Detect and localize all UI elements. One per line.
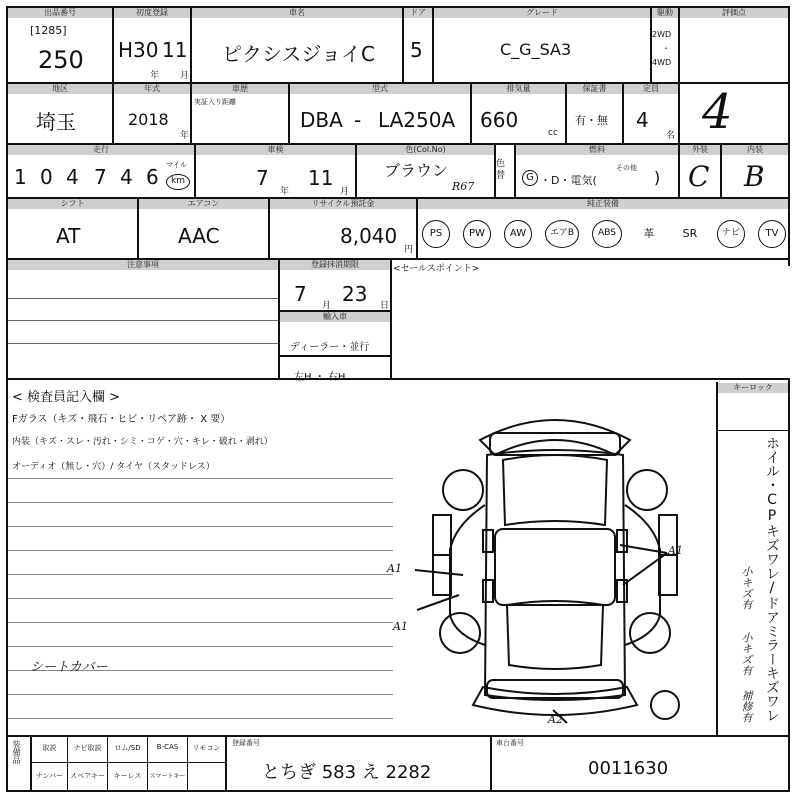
bottom-keyless: キーレス	[113, 772, 142, 780]
reg-deadline-month-unit: 月	[322, 301, 332, 311]
lot-number: 250	[38, 46, 84, 74]
drive-dot: ・	[662, 44, 670, 53]
bottom-rom-sd: ロム/SD	[114, 744, 141, 752]
equip-pw: PW	[463, 220, 491, 248]
bottom-navi-manual: ナビ取説	[73, 744, 102, 752]
model-year-unit: 年	[180, 131, 190, 141]
damage-mark-right: A1	[668, 544, 683, 557]
import-dealer: ディーラー・並行	[290, 342, 370, 353]
recycle-value: 8,040	[340, 224, 398, 248]
mileage-digit-1: 1	[14, 165, 27, 189]
displacement-unit: cc	[548, 128, 558, 138]
inspection-header: 車検	[196, 145, 355, 155]
bottom-remote: リモコン	[192, 744, 221, 752]
type-dash: -	[354, 108, 362, 132]
damage-mark-left-2: A1	[393, 620, 408, 633]
side-note-main: ホイル・CPキズワレ/ドアミラーキズワレ	[764, 436, 780, 722]
shift-header: シフト	[8, 199, 137, 209]
serial-header: 車台番号	[496, 739, 524, 747]
side-note-col4: 補修有	[740, 690, 753, 723]
car-name-header: 車名	[192, 8, 402, 18]
handwritten-note: シートカバー	[30, 660, 108, 675]
notes-header: 注意事項	[8, 260, 278, 270]
recycle-header: リサイクル預託金	[270, 199, 416, 209]
fuel-other: その他	[616, 164, 637, 172]
region-header: 地区	[8, 84, 112, 94]
score-header: 評価点	[680, 8, 788, 18]
displacement-header: 排気量	[472, 84, 565, 94]
equip-sr: SR	[682, 227, 698, 240]
color-change-label: 色替	[496, 159, 506, 181]
warranty-header: 保証書	[567, 84, 622, 94]
equip-aw: AW	[504, 220, 532, 248]
color-name: ブラウン	[384, 161, 449, 180]
equip-leather: 革	[643, 227, 655, 240]
mileage-digit-4: 7	[94, 165, 107, 189]
month-unit: 月	[180, 71, 190, 81]
lot-bracket: [1285]	[30, 24, 67, 37]
reg-deadline-day-unit: 日	[380, 301, 390, 311]
car-damage-diagram	[395, 405, 715, 725]
inspection-month-unit: 月	[340, 187, 350, 197]
fuel-g-circle: G	[522, 170, 538, 186]
equip-tv: TV	[758, 220, 786, 248]
color-code: R67	[452, 180, 475, 193]
inspection-year: 7	[256, 166, 269, 190]
fuel-options: ・D・電気(	[540, 174, 597, 187]
equip-ps: PS	[422, 220, 450, 248]
type-prefix: DBA	[300, 108, 343, 132]
damage-mark-left-1: A1	[387, 562, 402, 575]
capacity-value: 4	[636, 108, 649, 132]
drive-2wd: 2WD	[652, 30, 672, 39]
drive-4wd: 4WD	[652, 58, 672, 67]
capacity-header: 定員	[624, 84, 678, 94]
model-year-header: 年式	[114, 84, 190, 94]
score-value: 4	[702, 84, 733, 140]
reg-no-header: 登録番号	[232, 739, 260, 747]
capacity-unit: 名	[666, 131, 676, 141]
equipment-list	[422, 220, 786, 248]
bottom-manual: 取説	[42, 744, 57, 752]
bottom-bcas: B-CAS	[156, 743, 179, 751]
inspection-month: 11	[308, 166, 334, 190]
equipment-header: 純正装備	[418, 199, 788, 209]
sales-point-label: <セールスポイント>	[393, 264, 480, 274]
recycle-unit: 円	[404, 245, 414, 255]
mileage-mile-label: マイル	[166, 161, 187, 169]
mileage-digit-5: 4	[120, 165, 133, 189]
bottom-smart-key: スマートキー	[149, 773, 186, 780]
type-model: LA250A	[378, 108, 456, 132]
reg-deadline-month: 7	[294, 282, 307, 306]
damage-mark-rear: A2	[548, 713, 563, 726]
inspector-title: < 検査員記入欄 >	[12, 390, 121, 405]
region-value: 埼玉	[36, 110, 76, 134]
first-reg-era: H30	[118, 38, 159, 62]
doors-value: 5	[410, 38, 423, 62]
mileage-header: 走行	[8, 145, 194, 155]
mileage-digit-2: 0	[40, 165, 53, 189]
aircon-value: AAC	[178, 224, 220, 248]
car-name: ピクシスジョイC	[222, 42, 375, 66]
equip-abs: ABS	[592, 220, 622, 248]
first-reg-header: 初度登録	[114, 8, 190, 18]
import-steer: 左H ・ 右H	[294, 372, 346, 383]
reg-no-value: とちぎ 583 え 2282	[262, 762, 432, 783]
lot-no-header: 出品番号	[8, 8, 112, 18]
bottom-spare-key: スペアキー	[70, 772, 105, 780]
mileage-km-circle: km	[166, 174, 190, 190]
displacement-value: 660	[480, 108, 519, 132]
type-header: 型式	[290, 84, 470, 94]
fuel-close: )	[654, 168, 661, 187]
first-reg-month: 11	[162, 38, 188, 62]
side-note-col3: 小キズ有	[740, 632, 753, 676]
inspection-year-unit: 年	[280, 187, 290, 197]
inspector-audio-tire: オーディオ（無し・穴）/ タイヤ（スタッドレス）	[12, 462, 215, 472]
interior-grade: B	[744, 160, 765, 193]
fuel-header: 燃料	[516, 145, 678, 155]
equip-airbag: エアB	[545, 220, 579, 248]
drive-header: 駆動	[652, 8, 678, 18]
doors-header: ドア	[404, 8, 432, 18]
warranty-value: 有・無	[575, 114, 608, 127]
inspector-glass: Fガラス（キズ・飛石・ヒビ・リペア跡・ X 要）	[12, 414, 231, 425]
grade-value: C_G_SA3	[500, 40, 572, 59]
reg-deadline-day: 23	[342, 282, 368, 306]
serial-value: 0011630	[588, 758, 669, 779]
intro-note: 実証入り距離	[194, 98, 236, 106]
year-unit: 年	[150, 71, 160, 81]
import-header: 輸入車	[280, 312, 390, 322]
exterior-header: 外装	[680, 145, 720, 155]
bottom-number: ナンバー	[35, 772, 64, 780]
key-lock-header: キーロック	[718, 383, 788, 393]
grade-header: グレード	[434, 8, 650, 18]
reg-deadline-header: 登録抹消期限	[280, 260, 390, 270]
aircon-header: エアコン	[139, 199, 268, 209]
mileage-digit-3: 4	[66, 165, 79, 189]
model-year-value: 2018	[128, 110, 169, 129]
mileage-digit-6: 6	[146, 165, 159, 189]
exterior-grade: C	[688, 160, 710, 193]
color-header: 色(Col.No)	[357, 145, 494, 155]
shift-value: AT	[56, 224, 81, 248]
bottom-side-label: 装備品	[12, 740, 21, 764]
interior-header: 内装	[722, 145, 788, 155]
inspector-interior: 内装（キズ・スレ・汚れ・シミ・コゲ・穴・キレ・破れ・剥れ）	[12, 437, 273, 447]
equip-navi: ナビ	[717, 220, 745, 248]
side-note-col2: 小キズ有	[740, 566, 753, 610]
intro-header: 車歴	[192, 84, 288, 94]
